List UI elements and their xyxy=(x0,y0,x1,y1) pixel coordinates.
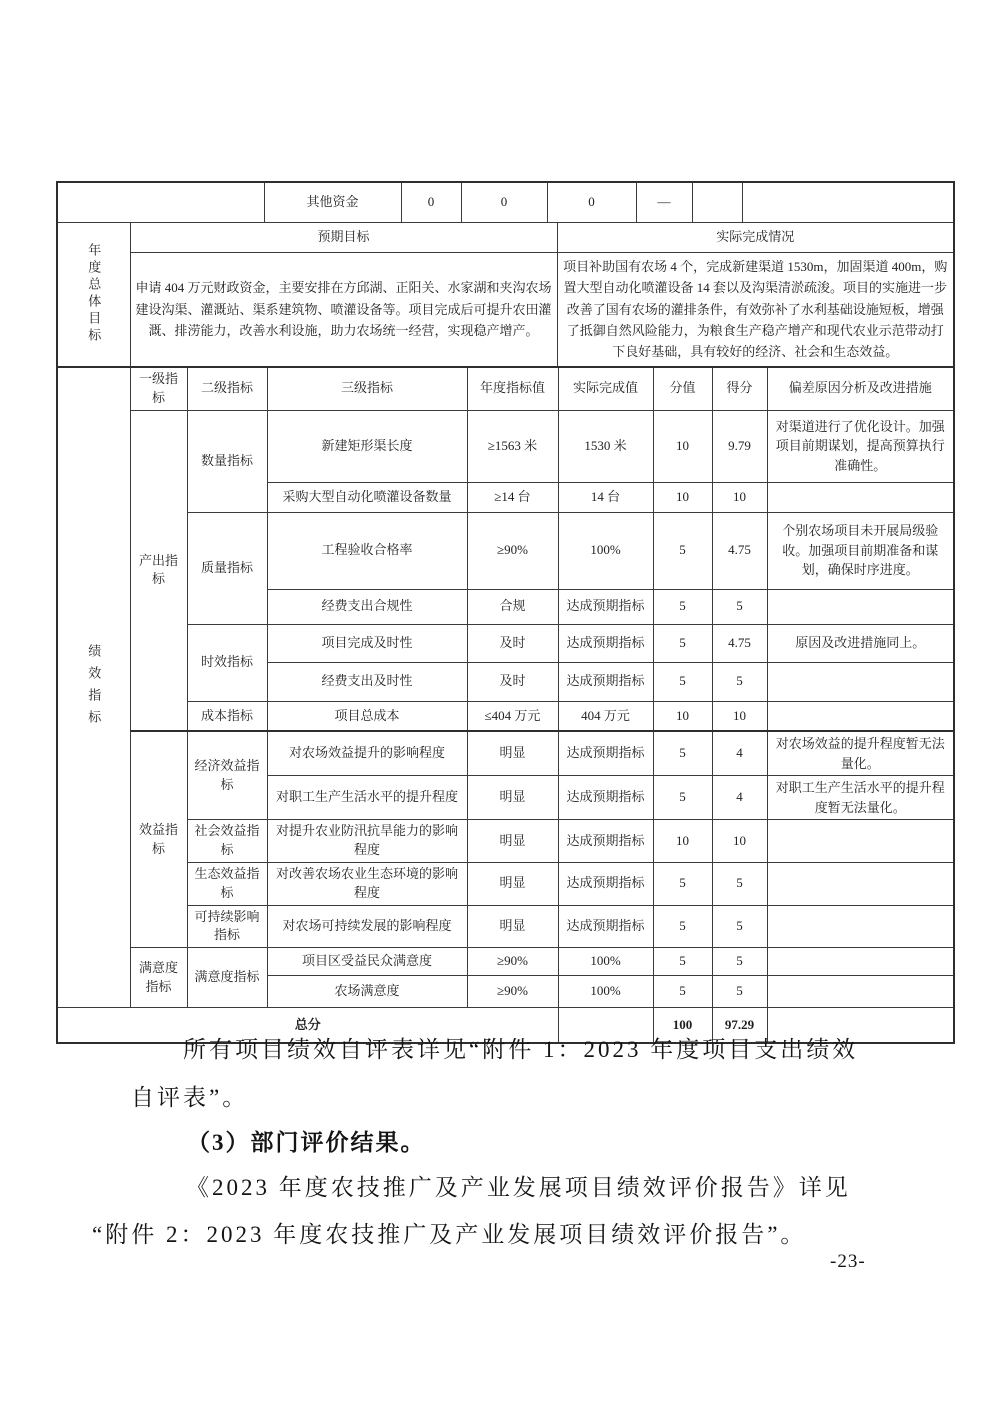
deviation-note xyxy=(767,862,954,905)
score-value: 10 xyxy=(712,701,767,731)
indicator-name: 项目区受益民众满意度 xyxy=(267,948,467,976)
level2-quality: 质量指标 xyxy=(187,512,267,624)
deviation-note: 对渠道进行了优化设计。加强项目前期谋划，提高预算执行准确性。 xyxy=(767,410,954,482)
level1-output: 产出指标 xyxy=(130,410,187,731)
points-value: 10 xyxy=(653,701,712,731)
points-value: 5 xyxy=(653,624,712,662)
target-value: ≥90% xyxy=(467,948,558,976)
col-header-level1: 一级指标 xyxy=(130,367,187,410)
target-value: 明显 xyxy=(467,905,558,948)
indicator-name: 经费支出及时性 xyxy=(267,662,467,701)
col-header-note: 偏差原因分析及改进措施 xyxy=(767,367,954,410)
level1-benefit: 效益指标 xyxy=(130,731,187,948)
actual-completion-header: 实际完成情况 xyxy=(557,222,954,252)
col-header-points: 分值 xyxy=(653,367,712,410)
score-value: 5 xyxy=(712,862,767,905)
deviation-note xyxy=(767,701,954,731)
table-row xyxy=(57,624,954,662)
actual-value: 达成预期指标 xyxy=(558,731,653,776)
target-value: ≥14 台 xyxy=(467,482,558,512)
performance-indicator-table xyxy=(56,366,955,1044)
target-value: 合规 xyxy=(467,589,558,624)
funding-value-4: — xyxy=(636,182,692,222)
points-value: 5 xyxy=(653,776,712,820)
other-funds-label: 其他资金 xyxy=(264,182,401,222)
target-value: 明显 xyxy=(467,862,558,905)
col-header-actual: 实际完成值 xyxy=(558,367,653,410)
actual-value: 达成预期指标 xyxy=(558,624,653,662)
actual-value: 100% xyxy=(558,948,653,976)
indicator-name: 经费支出合规性 xyxy=(267,589,467,624)
points-value: 5 xyxy=(653,905,712,948)
actual-value: 达成预期指标 xyxy=(558,776,653,820)
score-value: 5 xyxy=(712,976,767,1008)
goal-content-row xyxy=(57,252,954,367)
table-row xyxy=(57,512,954,589)
score-value: 10 xyxy=(712,482,767,512)
indicator-name: 采购大型自动化喷灌设备数量 xyxy=(267,482,467,512)
table-row xyxy=(57,410,954,482)
total-score: 97.29 xyxy=(712,1008,767,1043)
deviation-note xyxy=(767,948,954,976)
level2-economic: 经济效益指标 xyxy=(187,731,267,820)
col-header-score: 得分 xyxy=(712,367,767,410)
funding-value-1: 0 xyxy=(401,182,461,222)
deviation-note xyxy=(767,976,954,1008)
annual-goal-side-label: 年度总体目标 xyxy=(86,243,102,346)
funding-empty-cell-3 xyxy=(742,182,954,222)
annual-goal-side-cell xyxy=(57,222,130,367)
score-value: 9.79 xyxy=(712,410,767,482)
section-heading: （3）部门评价结果。 xyxy=(187,1130,426,1155)
score-value: 5 xyxy=(712,948,767,976)
points-value: 5 xyxy=(653,862,712,905)
actual-value: 达成预期指标 xyxy=(558,862,653,905)
table-row xyxy=(57,862,954,905)
funding-empty-cell xyxy=(57,182,264,222)
target-value: 及时 xyxy=(467,662,558,701)
level2-satisfaction: 满意度指标 xyxy=(187,948,267,1008)
total-points: 100 xyxy=(653,1008,712,1043)
table-row xyxy=(57,820,954,863)
deviation-note: 对农场效益的提升程度暂无法量化。 xyxy=(767,731,954,776)
points-value: 5 xyxy=(653,589,712,624)
col-header-target: 年度指标值 xyxy=(467,367,558,410)
funding-row xyxy=(57,182,954,222)
target-value: 及时 xyxy=(467,624,558,662)
indicator-name: 工程验收合格率 xyxy=(267,512,467,589)
target-value: 明显 xyxy=(467,820,558,863)
actual-value: 达成预期指标 xyxy=(558,589,653,624)
points-value: 10 xyxy=(653,482,712,512)
table-row xyxy=(57,701,954,731)
level1-satisfaction: 满意度指标 xyxy=(130,948,187,1008)
indicator-name: 对提升农业防汛抗旱能力的影响程度 xyxy=(267,820,467,863)
indicator-name: 农场满意度 xyxy=(267,976,467,1008)
score-value: 5 xyxy=(712,589,767,624)
actual-value: 1530 米 xyxy=(558,410,653,482)
table-row xyxy=(57,731,954,776)
paragraph-line-1: 所有项目绩效自评表详见“附件 1：2023 年度项目支出绩效 xyxy=(183,1037,859,1062)
score-value: 10 xyxy=(712,820,767,863)
page-number: -23- xyxy=(830,1251,866,1272)
deviation-note xyxy=(767,662,954,701)
actual-value: 14 台 xyxy=(558,482,653,512)
target-value: ≥90% xyxy=(467,976,558,1008)
score-value: 4.75 xyxy=(712,512,767,589)
score-value: 5 xyxy=(712,662,767,701)
actual-value: 达成预期指标 xyxy=(558,905,653,948)
actual-value: 100% xyxy=(558,512,653,589)
deviation-note: 个别农场项目未开展局级验收。加强项目前期准备和谋划，确保时序进度。 xyxy=(767,512,954,589)
actual-value: 100% xyxy=(558,976,653,1008)
level2-cost: 成本指标 xyxy=(187,701,267,731)
target-value: ≤404 万元 xyxy=(467,701,558,731)
level2-sustain: 可持续影响指标 xyxy=(187,905,267,948)
points-value: 5 xyxy=(653,512,712,589)
points-value: 10 xyxy=(653,820,712,863)
actual-value: 达成预期指标 xyxy=(558,820,653,863)
score-value: 4.75 xyxy=(712,624,767,662)
deviation-note: 原因及改进措施同上。 xyxy=(767,624,954,662)
points-value: 5 xyxy=(653,948,712,976)
score-value: 5 xyxy=(712,905,767,948)
target-value: ≥1563 米 xyxy=(467,410,558,482)
score-value: 4 xyxy=(712,731,767,776)
funding-empty-cell-2 xyxy=(692,182,742,222)
level2-quantity: 数量指标 xyxy=(187,410,267,512)
deviation-note: 对职工生产生活水平的提升程度暂无法量化。 xyxy=(767,776,954,820)
paragraph-line-4: “附件 2：2023 年度农技推广及产业发展项目绩效评价报告”。 xyxy=(92,1222,807,1247)
indicator-name: 对农场可持续发展的影响程度 xyxy=(267,905,467,948)
deviation-note xyxy=(767,589,954,624)
deviation-note xyxy=(767,905,954,948)
points-value: 5 xyxy=(653,662,712,701)
actual-value: 404 万元 xyxy=(558,701,653,731)
table-row xyxy=(57,905,954,948)
points-value: 10 xyxy=(653,410,712,482)
points-value: 5 xyxy=(653,976,712,1008)
target-value: 明显 xyxy=(467,776,558,820)
funding-value-2: 0 xyxy=(461,182,547,222)
indicator-name: 项目完成及时性 xyxy=(267,624,467,662)
expected-goal-text: 申请 404 万元财政资金，主要安排在方邱湖、正阳关、水家湖和夹沟农场建设沟渠、灌溉站、渠系建筑物、喷灌设备等。项目完成后可提升农田灌溉、排涝能力，改善水利设施，助力农场统一经营，实现稳产增产。 xyxy=(130,252,557,367)
expected-goal-header: 预期目标 xyxy=(130,222,557,252)
perf-side-cell xyxy=(57,367,130,1008)
target-value: ≥90% xyxy=(467,512,558,589)
goal-header-row xyxy=(57,222,954,252)
indicator-name: 对职工生产生活水平的提升程度 xyxy=(267,776,467,820)
perf-side-label: 绩效指标 xyxy=(86,643,102,732)
total-label: 总分 xyxy=(57,1008,558,1043)
indicator-header-row xyxy=(57,367,954,410)
actual-value: 达成预期指标 xyxy=(558,662,653,701)
paragraph-line-2: 自评表”。 xyxy=(131,1085,249,1110)
funding-value-3: 0 xyxy=(547,182,636,222)
indicator-name: 项目总成本 xyxy=(267,701,467,731)
level2-eco: 生态效益指标 xyxy=(187,862,267,905)
points-value: 5 xyxy=(653,731,712,776)
level2-time: 时效指标 xyxy=(187,624,267,701)
actual-completion-text: 项目补助国有农场 4 个，完成新建渠道 1530m，加固渠道 400m，购置大型自动化喷灌设备 14 套以及沟渠清淤疏浚。项目的实施进一步改善了国有农场的灌排条件，有效弥补了水利基础设施短板，增强了抵御自然风险能力，为粮食生产稳产增产和现代农业示范带动打下良好基础，具有较好的经济、社会和生态效益。 xyxy=(557,252,954,367)
deviation-note xyxy=(767,820,954,863)
col-header-level3: 三级指标 xyxy=(267,367,467,410)
table-row xyxy=(57,948,954,976)
indicator-name: 对农场效益提升的影响程度 xyxy=(267,731,467,776)
score-value: 4 xyxy=(712,776,767,820)
deviation-note xyxy=(767,482,954,512)
annual-goal-table xyxy=(56,181,955,368)
target-value: 明显 xyxy=(467,731,558,776)
level2-social: 社会效益指标 xyxy=(187,820,267,863)
indicator-name: 对改善农场农业生态环境的影响程度 xyxy=(267,862,467,905)
paragraph-line-3: 《2023 年度农技推广及产业发展项目绩效评价报告》详见 xyxy=(186,1175,851,1200)
indicator-name: 新建矩形渠长度 xyxy=(267,410,467,482)
col-header-level2: 二级指标 xyxy=(187,367,267,410)
